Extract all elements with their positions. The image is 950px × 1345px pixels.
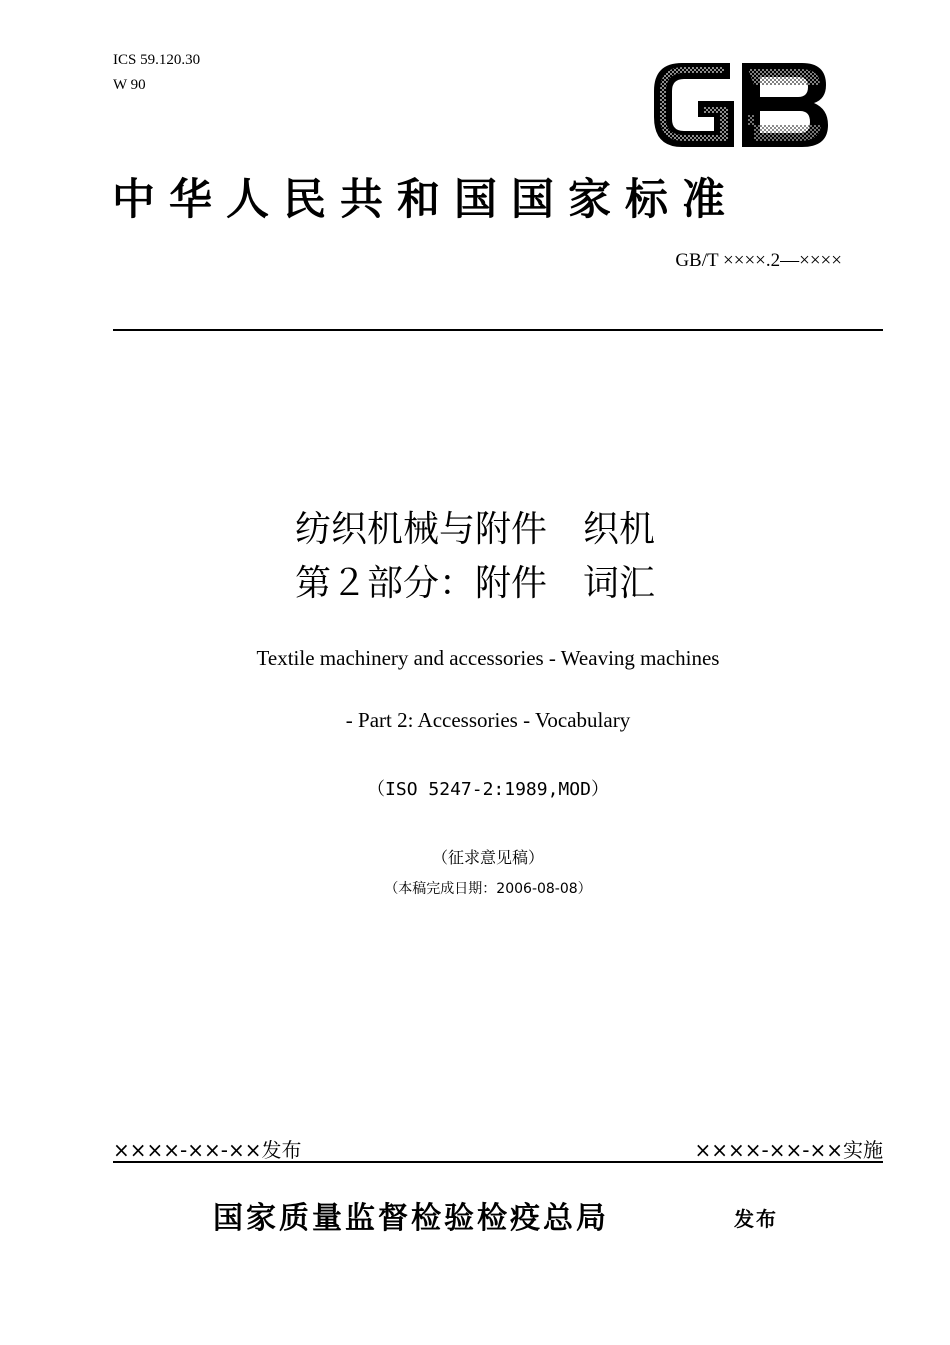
- chinese-title-line-1: 纺织机械与附件 织机: [294, 509, 655, 550]
- issue-date: ××××-××-××发布: [113, 1138, 302, 1162]
- chinese-title-line-2: 第２部分：附件 词汇: [294, 563, 655, 604]
- draft-completion-date: （本稿完成日期：2006-08-08）: [384, 881, 592, 897]
- bottom-divider: [113, 1161, 883, 1163]
- gb-logo-icon: [650, 55, 832, 153]
- standard-title: 中华人民共和国国家标准: [112, 175, 739, 225]
- draft-status: （征求意见稿）: [431, 848, 544, 867]
- classification-codes: [113, 48, 200, 98]
- ccs-code: W 90: [113, 77, 146, 93]
- english-title-line-2: - Part 2: Accessories - Vocabulary: [345, 708, 631, 732]
- english-title-line-1: Textile machinery and accessories - Weaving machines: [256, 646, 720, 670]
- implementation-date: ××××-××-××实施: [694, 1138, 883, 1162]
- ics-code: ICS 59.120.30: [113, 52, 201, 68]
- top-divider: [113, 329, 883, 331]
- issuing-authority-suffix: 发布: [734, 1207, 778, 1231]
- standard-number: GB/T ××××.2—××××: [675, 250, 842, 271]
- issuing-authority: 国家质量监督检验检疫总局: [213, 1201, 609, 1236]
- iso-reference: （ISO 5247-2:1989,MOD）: [367, 779, 609, 800]
